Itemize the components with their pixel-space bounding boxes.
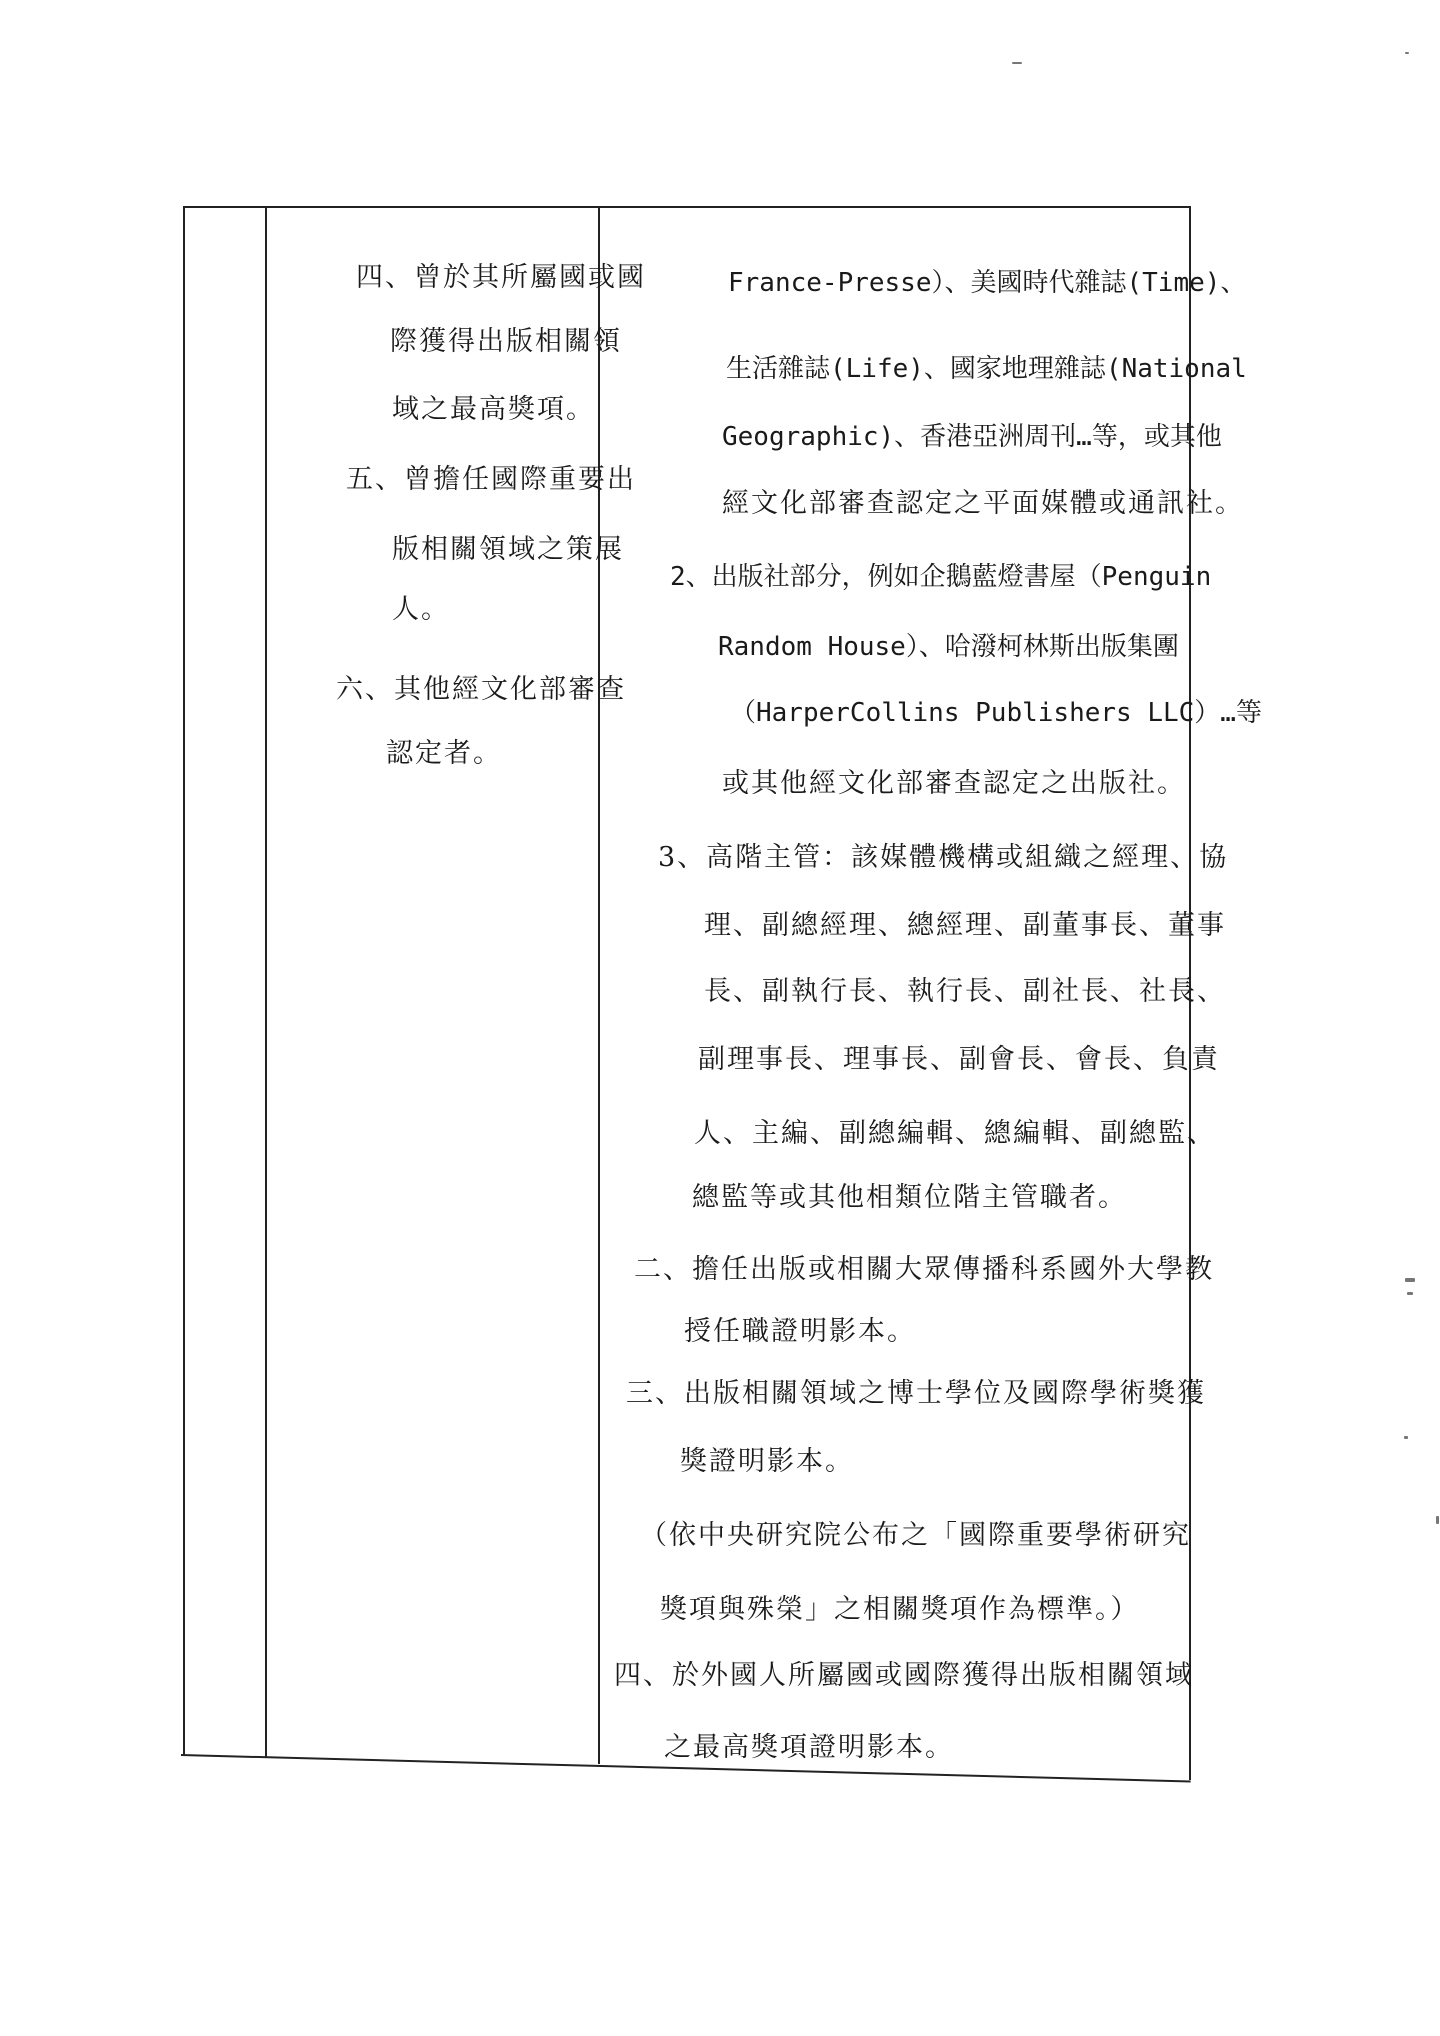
left-item-6-line-1: 六、其他經文化部審查 (336, 674, 626, 705)
executive-line-5: 人、主編、副總編輯、總編輯、副總監、 (694, 1118, 1216, 1149)
table-column-divider-2 (598, 206, 600, 1764)
doc-item-4-line-2: 之最高獎項證明影本。 (664, 1732, 954, 1763)
left-item-6-line-2: 認定者。 (386, 738, 502, 769)
executive-line-2: 理、副總經理、總經理、副董事長、董事 (704, 910, 1226, 941)
media-line-3: Geographic)、香港亞洲周刊…等，或其他 (722, 422, 1222, 452)
publisher-line-2: Random House）、哈潑柯林斯出版集團 (718, 632, 1179, 662)
publisher-line-3: （HarperCollins Publishers LLC）…等 (730, 698, 1262, 728)
table-left-border (183, 206, 185, 1756)
media-line-4: 經文化部審查認定之平面媒體或通訊社。 (722, 488, 1244, 519)
doc-item-3-line-1: 三、出版相關領域之博士學位及國際學術獎獲 (626, 1378, 1206, 1409)
scan-speck (1405, 1278, 1415, 1282)
left-item-5-line-3: 人。 (392, 594, 450, 625)
standard-note-line-1: （依中央研究院公布之「國際重要學術研究 (640, 1520, 1191, 1551)
doc-item-4-line-1: 四、於外國人所屬國或國際獲得出版相關領域 (614, 1660, 1194, 1691)
scan-speck (1012, 62, 1022, 64)
scan-speck (1407, 1292, 1413, 1295)
media-line-1: France-Presse）、美國時代雜誌(Time)、 (728, 268, 1247, 298)
left-item-5-line-2: 版相關領域之策展 (392, 534, 624, 565)
left-item-4-line-3: 域之最高獎項。 (392, 394, 595, 425)
executive-line-1: 3、高階主管：該媒體機構或組織之經理、協 (658, 842, 1229, 873)
publisher-line-4: 或其他經文化部審查認定之出版社。 (722, 768, 1186, 799)
publisher-line-1: 2、出版社部分，例如企鵝藍燈書屋（Penguin (670, 562, 1212, 592)
doc-item-2-line-1: 二、擔任出版或相關大眾傳播科系國外大學教 (634, 1254, 1214, 1285)
doc-item-2-line-2: 授任職證明影本。 (684, 1316, 916, 1347)
standard-note-line-2: 獎項與殊榮」之相關獎項作為標準。） (660, 1594, 1140, 1625)
executive-line-6: 總監等或其他相類位階主管職者。 (692, 1182, 1127, 1213)
table-column-divider-1 (265, 206, 267, 1758)
left-item-5-line-1: 五、曾擔任國際重要出 (346, 464, 636, 495)
executive-line-3: 長、副執行長、執行長、副社長、社長、 (704, 976, 1226, 1007)
left-item-4-line-2: 際獲得出版相關領 (390, 326, 622, 357)
scan-speck (1405, 52, 1409, 54)
executive-line-4: 副理事長、理事長、副會長、會長、負責 (698, 1044, 1220, 1075)
scan-speck (1404, 1436, 1408, 1439)
left-item-4-line-1: 四、曾於其所屬國或國 (356, 262, 646, 293)
table-top-border (183, 206, 1191, 208)
scan-speck (1436, 1516, 1439, 1524)
doc-item-3-line-2: 獎證明影本。 (680, 1446, 854, 1477)
media-line-2: 生活雜誌(Life)、國家地理雜誌(National (726, 354, 1247, 384)
